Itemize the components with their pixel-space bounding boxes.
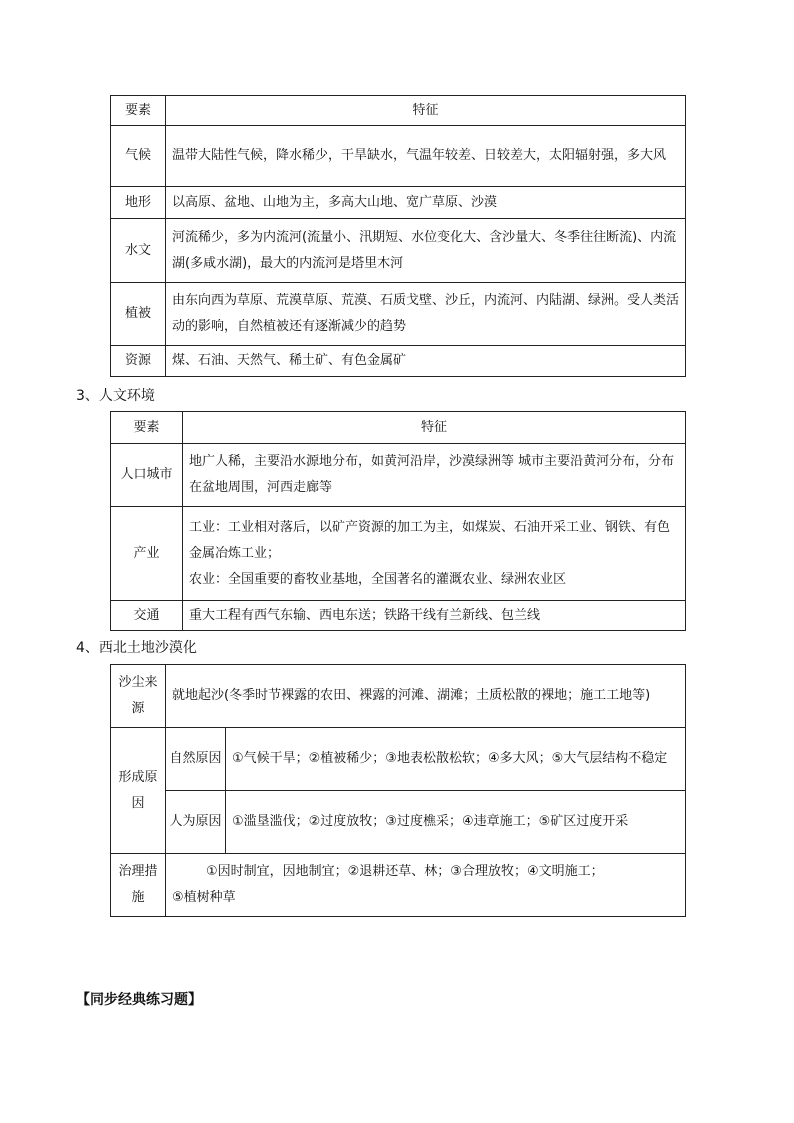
feature-cell: 河流稀少，多为内流河(流量小、汛期短、水位变化大、含沙量大、冬季往往断流)、内流湖(多咸水湖)，最大的内流河是塔里木河 (166, 219, 686, 283)
governance-line-1: ①因时制宜，因地制宜；②退耕还草、林；③合理放牧；④文明施工； (206, 864, 604, 879)
section-3-heading: 3、人文环境 (76, 388, 155, 404)
source-label: 沙尘来源 (111, 665, 166, 728)
feature-cell: 由东向西为草原、荒漠草原、荒漠、石质戈壁、沙丘，内流河、内陆湖、绿洲。受人类活动的影响，自然植被还有逐渐减少的趋势 (166, 283, 686, 346)
causes-label: 形成原因 (111, 728, 166, 854)
header-feature: 特征 (183, 412, 686, 444)
element-cell: 人口城市 (111, 444, 183, 507)
human-cause-text: ①滥垦滥伐；②过度放牧；③过度樵采；④违章施工；⑤矿区过度开采 (226, 791, 686, 854)
governance-line-2: ⑤植树种草 (172, 890, 236, 905)
element-cell: 资源 (111, 346, 166, 377)
governance-text (166, 854, 686, 917)
industry-text: 工业：工业相对落后，以矿产资源的加工为主，如煤炭、石油开采工业、钢铁、有色金属冶炼工业； (189, 519, 671, 561)
source-text: 就地起沙(冬季时节裸露的农田、裸露的河滩、湖滩；土质松散的裸地；施工工地等) (166, 665, 686, 728)
natural-cause-label: 自然原因 (166, 728, 226, 791)
element-cell: 植被 (111, 283, 166, 346)
natural-environment-table (110, 95, 686, 377)
natural-cause-text: ①气候干旱；②植被稀少；③地表松散松软；④多大风；⑤大气层结构不稳定 (226, 728, 686, 791)
human-environment-table (110, 411, 686, 631)
section-4-heading: 4、西北土地沙漠化 (76, 640, 197, 656)
element-cell: 交通 (111, 601, 183, 631)
human-cause-label: 人为原因 (166, 791, 226, 854)
feature-cell: 温带大陆性气候，降水稀少，干旱缺水，气温年较差、日较差大，太阳辐射强，多大风 (166, 126, 686, 187)
element-cell: 产业 (111, 507, 183, 601)
element-cell: 水文 (111, 219, 166, 283)
feature-cell: 重大工程有西气东输、西电东送；铁路干线有兰新线、包兰线 (183, 601, 686, 631)
header-element: 要素 (111, 96, 166, 126)
feature-cell: 煤、石油、天然气、稀土矿、有色金属矿 (166, 346, 686, 377)
feature-cell (183, 507, 686, 601)
element-cell: 地形 (111, 187, 166, 219)
governance-label: 治理措施 (111, 854, 166, 917)
header-element: 要素 (111, 412, 183, 444)
desertification-table (110, 664, 686, 917)
header-feature: 特征 (166, 96, 686, 126)
exercise-heading: 【同步经典练习题】 (76, 992, 202, 1008)
agriculture-text: 农业：全国重要的畜牧业基地，全国著名的灌溉农业、绿洲农业区 (189, 571, 567, 587)
feature-cell: 地广人稀，主要沿水源地分布，如黄河沿岸，沙漠绿洲等 城市主要沿黄河分布，分布在盆地周围，河西走廊等 (183, 444, 686, 507)
element-cell: 气候 (111, 126, 166, 187)
feature-cell: 以高原、盆地、山地为主，多高大山地、宽广草原、沙漠 (166, 187, 686, 219)
